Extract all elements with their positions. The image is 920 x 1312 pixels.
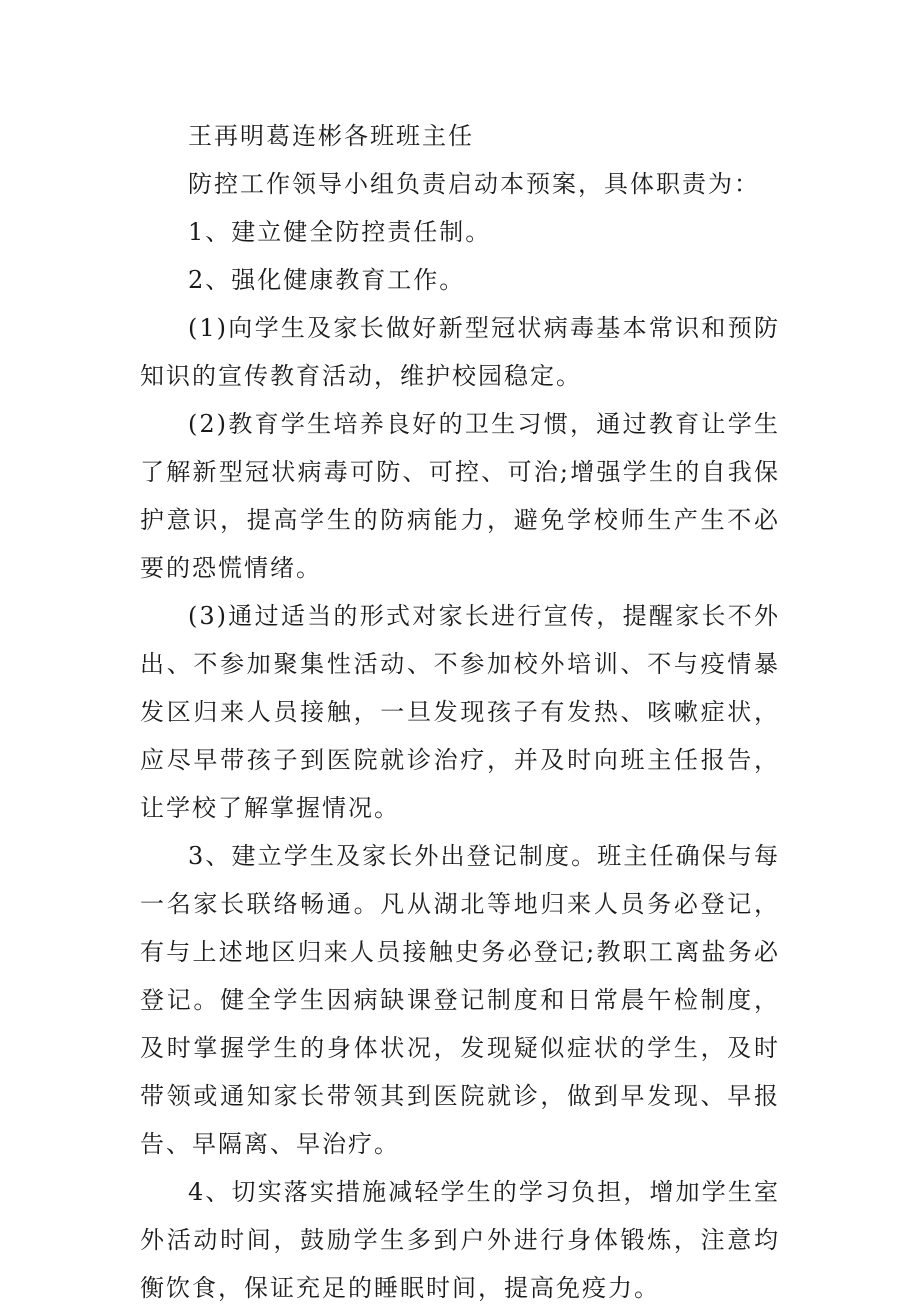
- document-body: [140, 112, 780, 1312]
- paragraph-item-2: 2、强化健康教育工作。: [188, 266, 466, 294]
- paragraph-item-2-sub-2: (2)教育学生培养良好的卫生习惯，通过教育让学生了解新型冠状病毒可防、可控、可治;增强学生的自我保护意识，提高学生的防病能力，避免学校师生产生不必要的恐慌情绪。: [140, 410, 780, 582]
- paragraph-item-2-sub-3: (3)通过适当的形式对家长进行宣传，提醒家长不外出、不参加聚集性活动、不参加校外培训、不与疫情暴发区归来人员接触，一旦发现孩子有发热、咳嗽症状，应尽早带孩子到医院就诊治疗，并及时向班主任报告，让学校了解掌握情况。: [140, 602, 780, 822]
- paragraph-item-4: 4、切实落实措施减轻学生的学习负担，增加学生室外活动时间，鼓励学生多到户外进行身体锻炼，注意均衡饮食，保证充足的睡眠时间，提高免疫力。: [140, 1178, 780, 1302]
- paragraph-item-2-sub-1: (1)向学生及家长做好新型冠状病毒基本常识和预防知识的宣传教育活动，维护校园稳定。: [140, 314, 780, 390]
- paragraph-item-3: 3、建立学生及家长外出登记制度。班主任确保与每一名家长联络畅通。凡从湖北等地归来人员务必登记，有与上述地区归来人员接触史务必登记;教职工离盐务必登记。健全学生因病缺课登记制度和日常晨午检制度，及时掌握学生的身体状况，发现疑似症状的学生，及时带领或通知家长带领其到医院就诊，做到早发现、早报告、早隔离、早治疗。: [140, 842, 780, 1158]
- paragraph-duties-intro: 防控工作领导小组负责启动本预案，具体职责为：: [188, 170, 760, 198]
- paragraph-staff-list: 王再明葛连彬各班班主任: [188, 122, 474, 150]
- paragraph-item-1: 1、建立健全防控责任制。: [188, 218, 492, 246]
